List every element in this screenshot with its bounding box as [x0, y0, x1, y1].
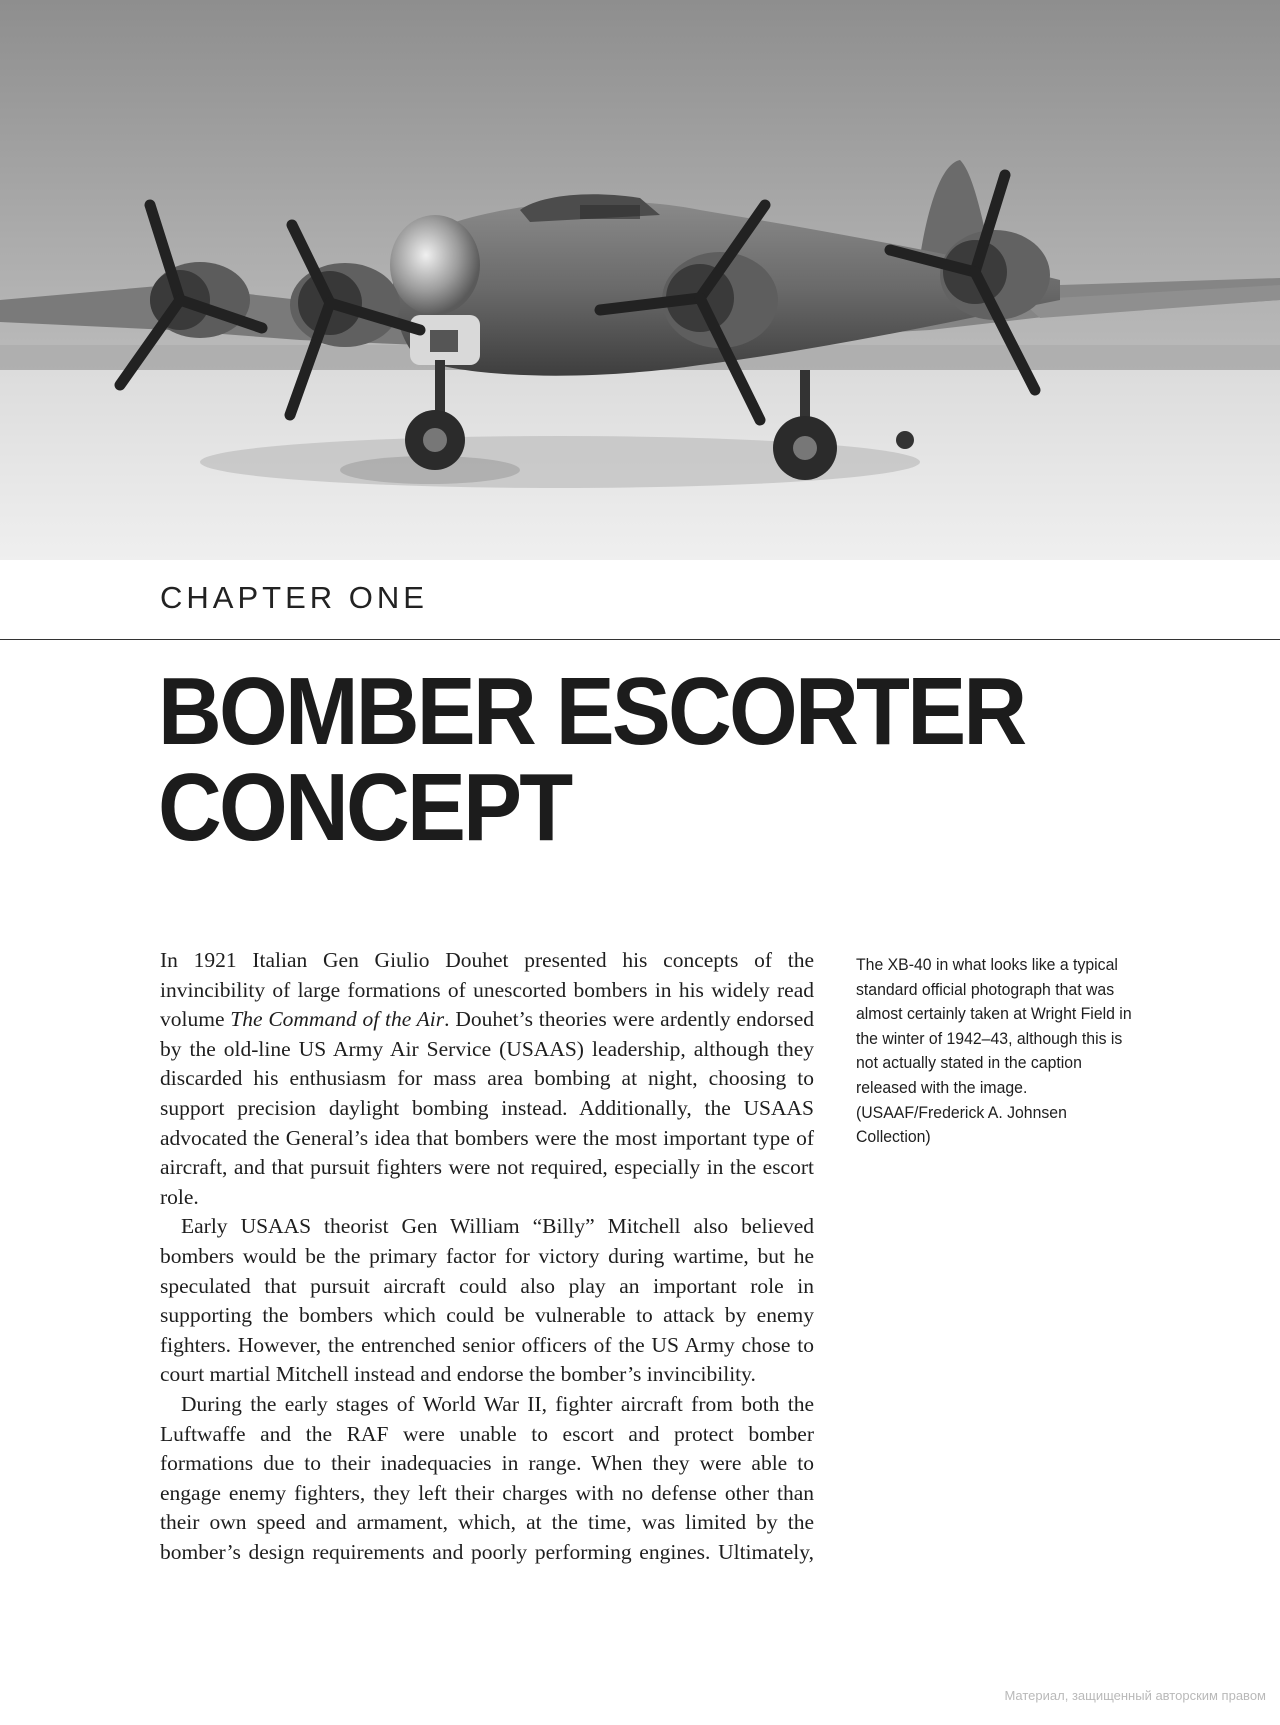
- body-paragraph-2: Early USAAS theorist Gen William “Billy” Mitchell also believed bombers would be the primary factor for victory during wartime, but he speculated that pursuit aircraft could also play an important role in supporting the bombers which could be vulnerable to attack by enemy fighters. However, the entrenched senior officers of the US Army chose to court martial Mitchell instead and endorse the bomber’s invincibility.: [160, 1214, 814, 1387]
- chapter-label: CHAPTER ONE: [160, 580, 428, 615]
- body-paragraph-1: [160, 946, 814, 1212]
- chapter-title: [158, 658, 1133, 861]
- copyright-watermark: Материал, защищенный авторским правом: [1004, 1688, 1266, 1703]
- chapter-title-line-1: BOMBER ESCORTER: [158, 658, 1025, 765]
- paragraph-1-text-b: . Douhet’s theories were ardently endorsed by the old-line US Army Air Service (USAAS) leadership, although they discarded his enthusiasm for mass area bombing at night, choosing to support precision daylight bombing instead. Additionally, the USAAS advocated the General’s idea that bombers were the most important type of aircraft, and that pursuit fighters were not required, especially in the escort role.: [160, 1007, 814, 1209]
- body-paragraph-3: During the early stages of World War II, fighter aircraft from both the Luftwaffe and the RAF were unable to escort and protect bomber formations due to their inadequacies in range. When they were able to engage enemy fighters, they left their charges with no defense other than their own speed and armament, which, at the time, was limited by the bomber’s design requirements and poorly performing engines. Ultimately,: [160, 1391, 814, 1564]
- photo-caption: The XB-40 in what looks like a typical standard official photograph that was almost certainly taken at Wright Field in the winter of 1942–43, although this is not actually stated in the caption released with the image. (USAAF/Frederick A. Johnsen Collection): [856, 955, 1132, 1147]
- body-text: [160, 946, 814, 1567]
- paragraph-1-text-a: In 1921 Italian Gen Giulio Douhet presented his concepts of the invincibility of large formations of unescorted bombers in his widely read volume: [160, 948, 814, 1032]
- chapter-title-line-2: CONCEPT: [158, 754, 571, 861]
- chapter-divider: [0, 639, 1280, 640]
- aircraft-photo: [0, 0, 1280, 560]
- book-title-italic: The Command of the Air: [230, 1007, 445, 1032]
